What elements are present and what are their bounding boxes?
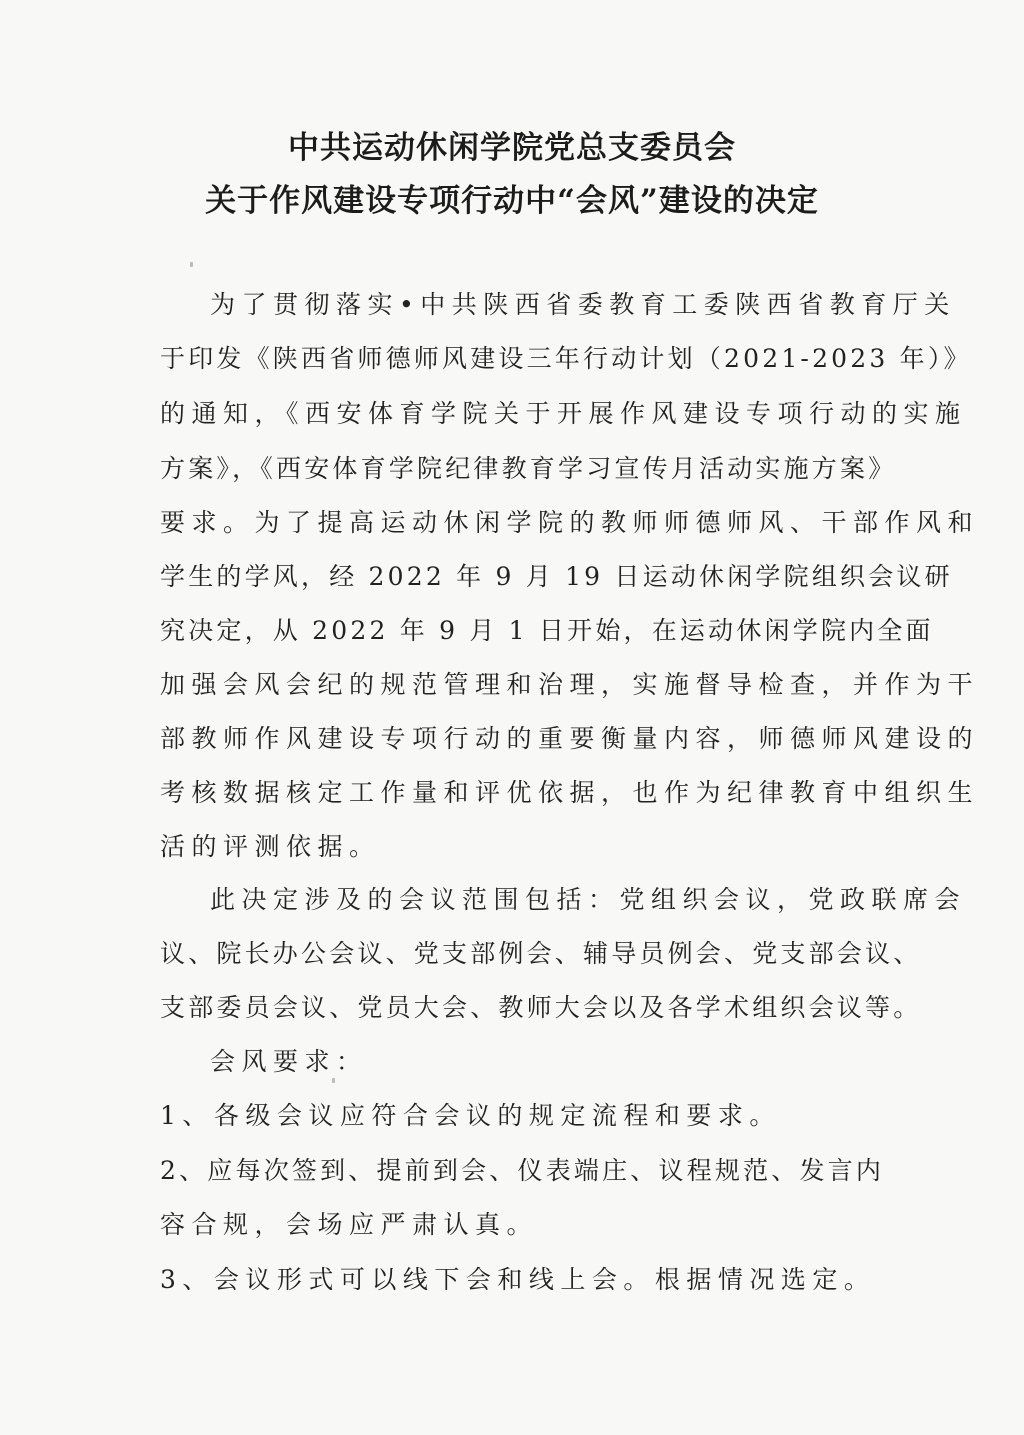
paragraph-1-line: 方案》，《西安体育学院纪律教育学习宣传月活动实施方案》 [160,454,897,483]
document-title-line-1: 中共运动休闲学院党总支委员会 [288,130,736,166]
paragraph-1-line: 加强会风会纪的规范管理和治理，实施督导检查，并作为干 [160,670,980,699]
requirements-heading: 会风要求： [210,1047,368,1076]
paragraph-1-line: 活的评测依据。 [160,832,381,861]
requirement-3: 3、会议形式可以线下会和线上会。根据情况选定。 [160,1265,876,1294]
scan-speck [190,262,193,267]
paragraph-2-line: 支部委员会议、党员大会、教师大会以及各学术组织会议等。 [160,993,922,1022]
requirement-2-line: 容合规，会场应严肃认真。 [160,1210,539,1239]
paragraph-1-line: 要求。为了提高运动休闲学院的教师师德师风、干部作风和 [160,508,980,537]
scan-speck [332,1078,335,1083]
requirement-2-line: 2、应每次签到、提前到会、仪表端庄、议程规范、发言内 [160,1156,885,1185]
paragraph-1-line: 于印发《陕西省师德师风建设三年行动计划（2021-2023 年）》 [160,344,972,373]
paragraph-1-line: 考核数据核定工作量和评优依据，也作为纪律教育中组织生 [160,778,980,807]
paragraph-1-line: 究决定，从 2022 年 9 月 1 日开始，在运动休闲学院内全面 [160,616,934,645]
paragraph-2-line: 此决定涉及的会议范围包括：党组织会议，党政联席会 [210,885,967,914]
document-title-line-2: 关于作风建设专项行动中“会风”建设的决定 [205,183,819,219]
requirement-1: 1、各级会议应符合会议的规定流程和要求。 [160,1101,781,1130]
paragraph-1-line: 部教师作风建设专项行动的重要衡量内容，师德师风建设的 [160,724,980,753]
paragraph-1-line: 的通知，《西安体育学院关于开展作风建设专项行动的实施 [160,399,967,428]
paragraph-1-line: 学生的学风，经 2022 年 9 月 19 日运动休闲学院组织会议研 [160,562,953,591]
paragraph-1-line: 为了贯彻落实•中共陕西省委教育工委陕西省教育厅关 [210,290,956,319]
paragraph-2-line: 议、院长办公会议、党支部例会、辅导员例会、党支部会议、 [160,939,922,968]
